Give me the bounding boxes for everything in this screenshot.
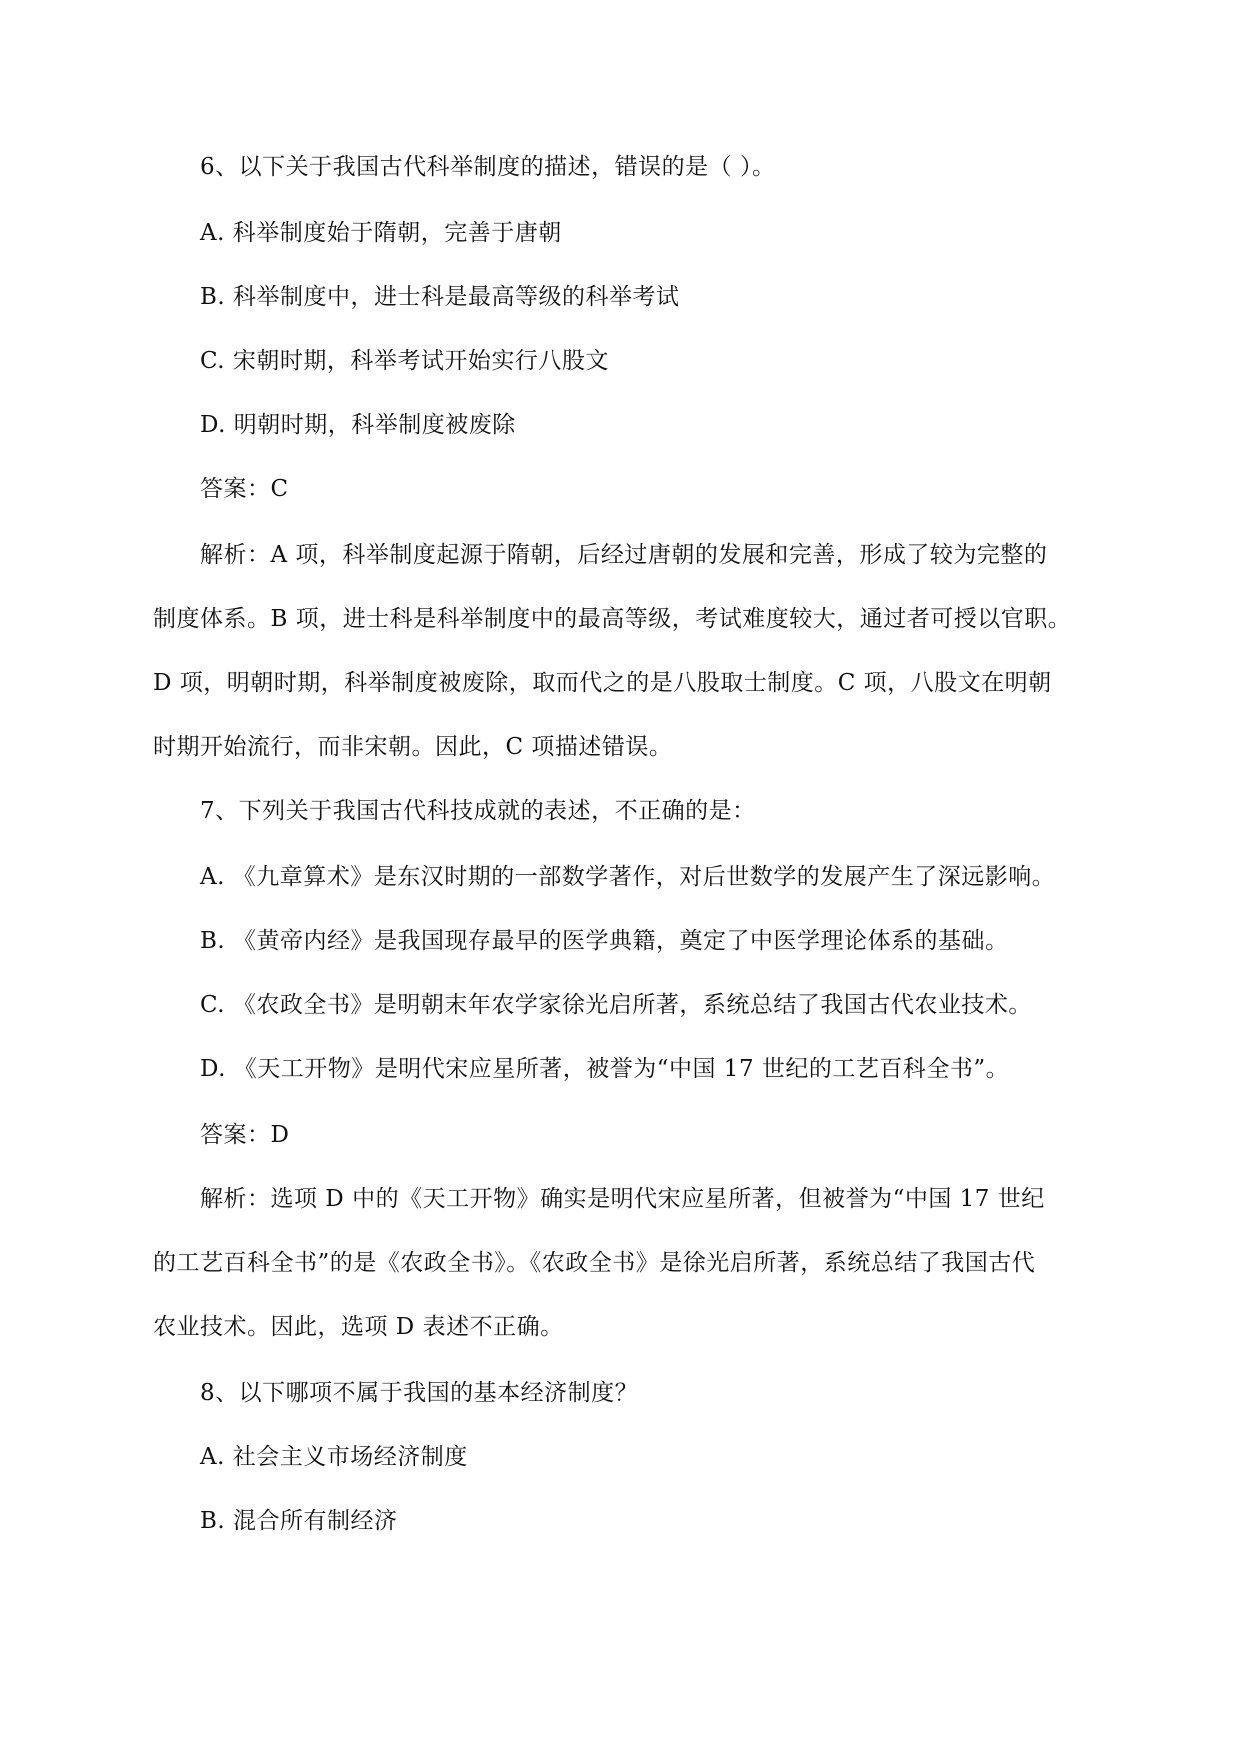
question-7-answer: 答案：D bbox=[200, 1122, 290, 1148]
question-6-option-c: C. 宋朝时期，科举考试开始实行八股文 bbox=[200, 348, 609, 374]
question-7-option-c: C. 《农政全书》是明朝末年农学家徐光启所著，系统总结了我国古代农业技术。 bbox=[200, 992, 1032, 1018]
question-6-analysis-line-4: 时期开始流行，而非宋朝。因此，C 项描述错误。 bbox=[153, 734, 673, 760]
question-6-option-d: D. 明朝时期，科举制度被废除 bbox=[200, 412, 516, 438]
question-6-stem: 6、以下关于我国古代科举制度的描述，错误的是（ ）。 bbox=[200, 154, 776, 180]
question-6-analysis-line-2: 制度体系。B 项，进士科是科举制度中的最高等级，考试难度较大，通过者可授以官职。 bbox=[153, 606, 1072, 632]
question-6-analysis-line-3: D 项，明朝时期，科举制度被废除，取而代之的是八股取士制度。C 项，八股文在明朝 bbox=[153, 670, 1052, 696]
question-8-option-b: B. 混合所有制经济 bbox=[200, 1508, 398, 1534]
question-6-option-a: A. 科举制度始于隋朝，完善于唐朝 bbox=[200, 220, 562, 246]
question-7-analysis-line-3: 农业技术。因此，选项 D 表述不正确。 bbox=[153, 1314, 564, 1340]
question-7-option-a: A. 《九章算术》是东汉时期的一部数学著作，对后世数学的发展产生了深远影响。 bbox=[200, 864, 1056, 890]
question-7-analysis-line-1: 解析：选项 D 中的《天工开物》确实是明代宋应星所著，但被誉为“中国 17 世纪 bbox=[200, 1186, 1045, 1212]
question-8-option-a: A. 社会主义市场经济制度 bbox=[200, 1444, 468, 1470]
question-6-analysis-line-1: 解析：A 项，科举制度起源于隋朝，后经过唐朝的发展和完善，形成了较为完整的 bbox=[200, 542, 1048, 568]
question-6-answer: 答案：C bbox=[200, 476, 289, 502]
question-7-option-d: D. 《天工开物》是明代宋应星所著，被誉为“中国 17 世纪的工艺百科全书”。 bbox=[200, 1056, 1010, 1082]
question-8-stem: 8、以下哪项不属于我国的基本经济制度？ bbox=[200, 1380, 639, 1406]
question-7-analysis-line-2: 的工艺百科全书”的是《农政全书》。《农政全书》是徐光启所著，系统总结了我国古代 bbox=[153, 1250, 1036, 1276]
question-6-option-b: B. 科举制度中，进士科是最高等级的科举考试 bbox=[200, 284, 680, 310]
question-7-option-b: B. 《黄帝内经》是我国现存最早的医学典籍，奠定了中医学理论体系的基础。 bbox=[200, 928, 1009, 954]
question-7-stem: 7、下列关于我国古代科技成就的表述，不正确的是： bbox=[200, 798, 756, 824]
